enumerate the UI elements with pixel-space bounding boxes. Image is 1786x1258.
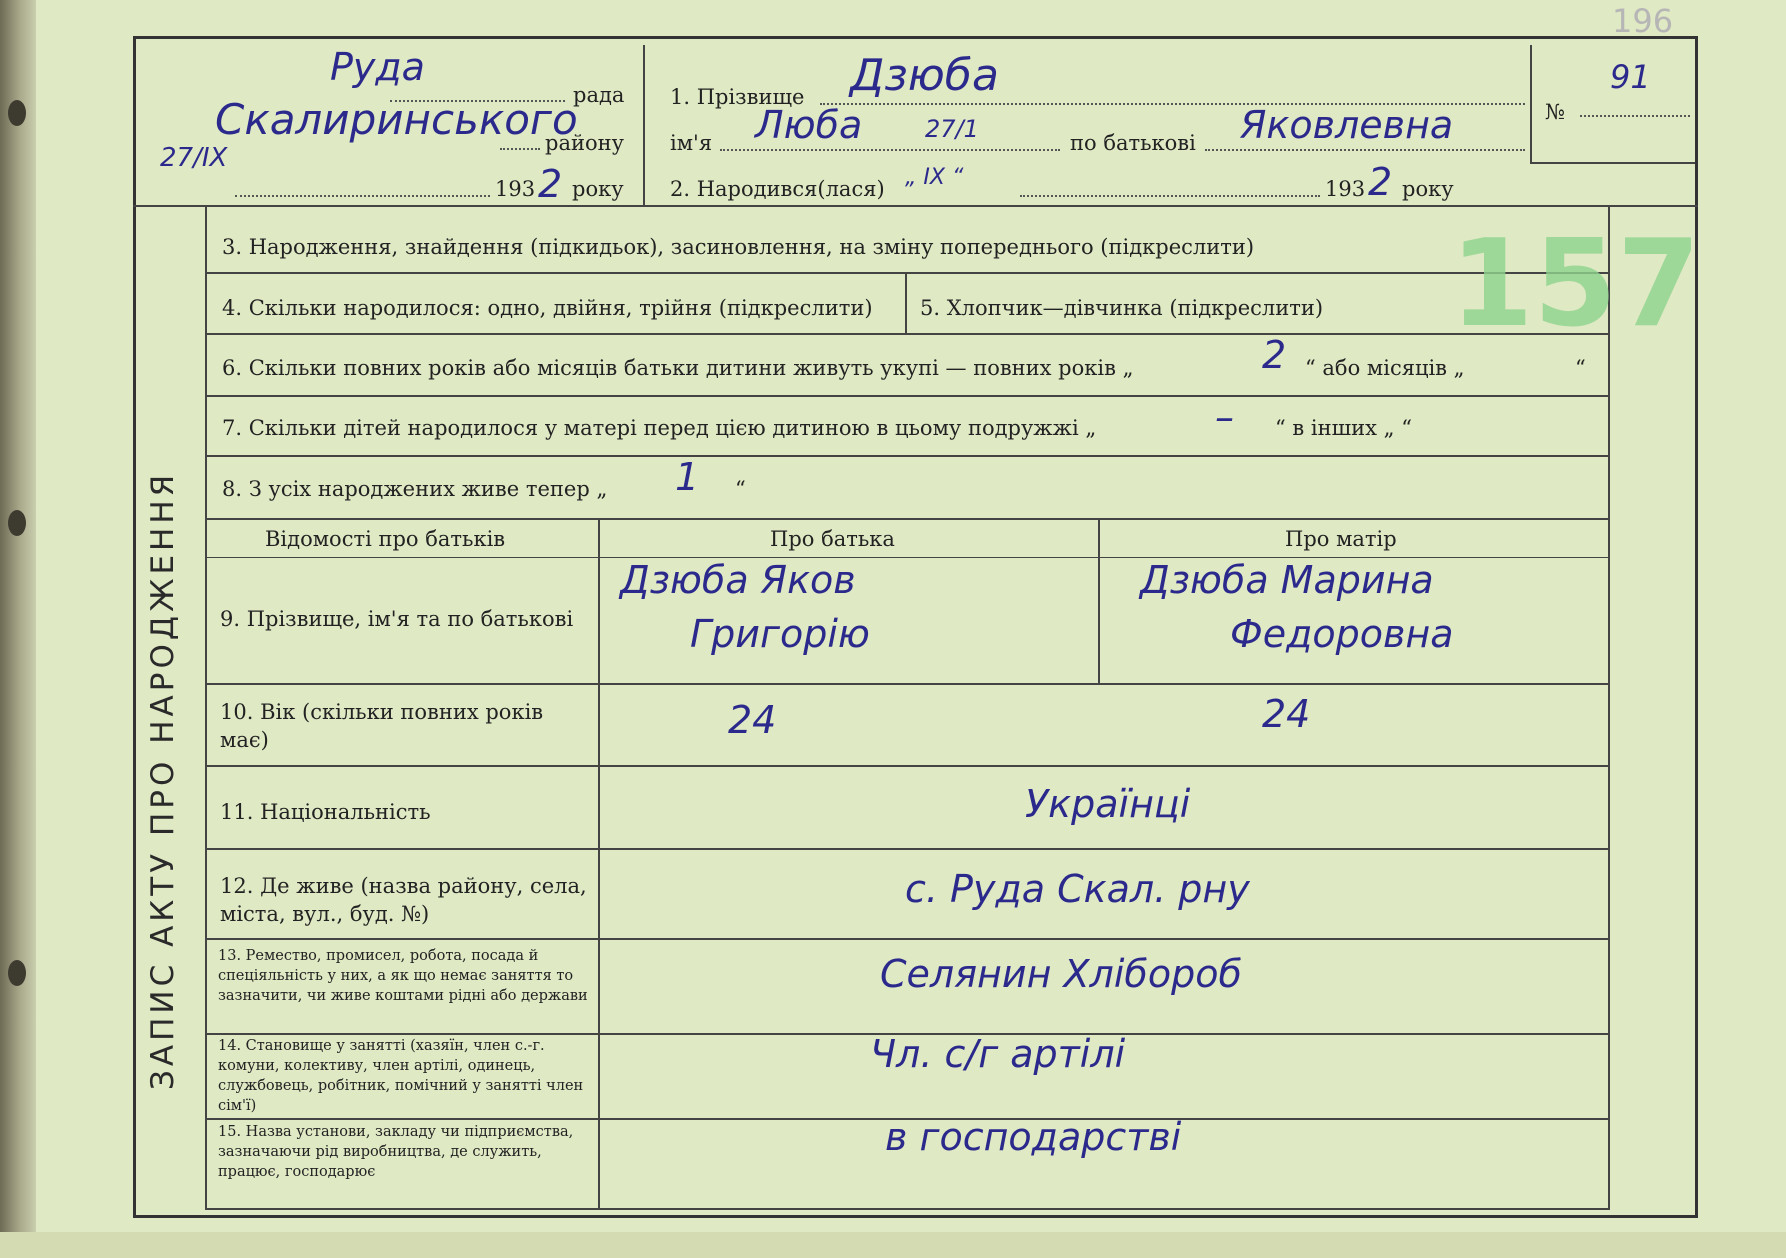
mother-name-line-1: Дзюба Марина — [1140, 558, 1434, 602]
binder-hole — [8, 100, 26, 126]
corner-pencil-number: 196 — [1612, 2, 1674, 40]
binder-edge — [0, 0, 36, 1258]
residence-value: с. Руда Скал. рну — [905, 867, 1250, 911]
vertical-title: ЗАПИС АКТУ ПРО НАРОДЖЕННЯ — [145, 470, 181, 1090]
mother-name-line-2: Федоровна — [1230, 612, 1454, 656]
district-label: району — [545, 131, 624, 155]
col-header-father: Про батька — [770, 527, 895, 551]
patronymic-value: Яковлевна — [1240, 103, 1454, 147]
occupation-value: Селянин Хлібороб — [880, 952, 1242, 996]
council-value: Руда — [330, 45, 425, 89]
council-label: рада — [573, 83, 625, 107]
number-value: 91 — [1610, 58, 1651, 96]
row-10-label: 10. Вік (скільки повних років має) — [220, 700, 544, 752]
row-8-end: “ — [735, 477, 746, 501]
row-6-value: 2 — [1262, 333, 1287, 377]
patronymic-label: по батькові — [1070, 131, 1196, 155]
surname-label: 1. Прізвище — [670, 85, 805, 109]
page-bottom-edge — [0, 1232, 1786, 1258]
binder-hole — [8, 960, 26, 986]
row-8-alive: 8. З усіх народжених живе тепер „ — [222, 477, 608, 501]
year-value: 2 — [538, 162, 563, 206]
name-label: ім'я — [670, 131, 713, 155]
district-value: Скалиринського — [215, 95, 578, 144]
born-label: 2. Народився(лася) — [670, 177, 885, 201]
name-extra: 27/1 — [925, 115, 979, 143]
row-6-years-together: 6. Скільки повних років або місяців батьки дитини живуть укупі — повних років „ — [222, 356, 1134, 380]
father-name-line-2: Григорію — [690, 612, 870, 656]
col-header-mother: Про матір — [1285, 527, 1397, 551]
nationality-value: Українці — [1025, 782, 1191, 826]
stamp-number: 157 — [1450, 215, 1701, 354]
name-value: Люба — [755, 103, 863, 147]
year-prefix: 193 — [495, 177, 536, 201]
row-5-sex: 5. Хлопчик—дівчинка (підкреслити) — [920, 296, 1324, 320]
row-9-label: 9. Прізвище, ім'я та по батькові — [220, 607, 574, 631]
row-11-label: 11. Національність — [220, 800, 431, 824]
establishment-value: в господарстві — [885, 1115, 1182, 1159]
born-year-prefix: 193 — [1325, 177, 1366, 201]
date-value: 27/IX — [160, 143, 228, 173]
row-6-end: “ — [1575, 356, 1586, 380]
binder-hole — [8, 510, 26, 536]
father-name-line-1: Дзюба Яков — [620, 558, 856, 602]
row-7-children-before: 7. Скільки дітей народилося у матері перед цією дитиною в цьому подружжі „ — [222, 416, 1097, 440]
year-label: року — [572, 177, 624, 201]
row-15-label: 15. Назва установи, закладу чи підприємства, зазначаючи рід виробництва, де служить, працює, господарює — [218, 1124, 574, 1180]
born-year-value: 2 — [1368, 160, 1393, 204]
father-age: 24 — [728, 698, 777, 742]
row-13-label: 13. Ремество, промисел, робота, посада й спеціяльність у них, а як що немає заняття то зазначити, чи живе коштами рідні або держави — [218, 948, 588, 1004]
row-6-months: “ або місяців „ — [1305, 356, 1465, 380]
row-12-label: 12. Де живе (назва району, села, міста, вул., буд. №) — [220, 874, 587, 926]
row-8-value: 1 — [675, 455, 700, 499]
born-value: „ IX “ — [905, 165, 964, 190]
position-value: Чл. с/г артілі — [870, 1032, 1126, 1076]
row-4-count: 4. Скільки народилося: одно, двійня, трійня (підкреслити) — [222, 296, 873, 320]
mother-age: 24 — [1262, 692, 1311, 736]
col-header-parents: Відомості про батьків — [265, 527, 506, 551]
row-14-label: 14. Становище у занятті (хазяїн, член с.-г. комуни, колективу, член артілі, одинець, службовець, робітник, помічний у занятті член сім'ї) — [218, 1038, 584, 1114]
row-7-value: – — [1215, 395, 1234, 439]
row-7-end: “ в інших „ “ — [1275, 416, 1412, 440]
born-year-label: року — [1402, 177, 1454, 201]
row-3-birth-type: 3. Народження, знайдення (підкидьок), засиновлення, на зміну попереднього (підкреслити) — [222, 235, 1255, 259]
surname-value: Дзюба — [850, 50, 999, 101]
number-label: № — [1545, 100, 1565, 124]
